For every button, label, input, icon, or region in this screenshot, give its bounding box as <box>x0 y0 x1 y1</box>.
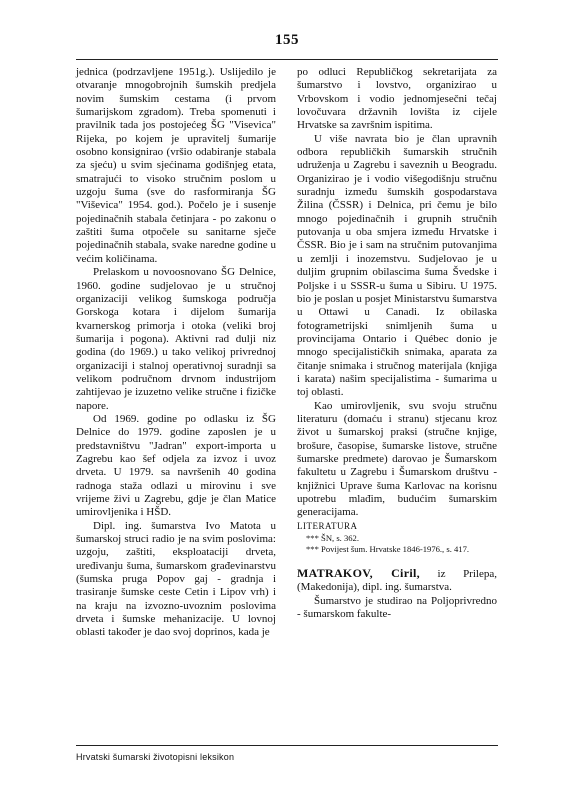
paragraph: jednica (podrzavljene 1951g.). Uslijedilo je otvaranje mnogobrojnih šumskih predjela novim šumskim cestama (i prvom šumarijskom zgradom). Treba spomenuti i pravilnik tada jos postojećeg ŠG "Visevica" Rijeka, po kojem je upravitelj šumarije osobno konsignirao (vršio odabiranje stabala za sjeću) u svim sjećinama godišnjeg etata, smatrajući to visoko stručnim poslom u uzgoju šuma (sve do rasformiranja ŠG "Viševica" 1954. god.). Počelo je i susenje pojedinačnih stabala četinjara - po zakonu o zaštiti šuma otpočele su sanitarne sječe pojedinačnih stabala, svake naredne godine u većim količinama. <box>76 66 276 265</box>
paragraph: Prelaskom u novoosnovano ŠG Delnice, 1960. godine sudjelovao je u stručnoj organizaciji velikog šumskoga područja Gorskoga kotara i dijelom šumarija kvarnerskog primorja i otoka (veliki broj šumarija i pogona). Aktivni rad dulji niz godina (do 1969.) u tako velikoj privrednoj organizaciji i stalnoj operativnoj suradnji sa velikom područnom drvnom industrijom zahtijevao je izuzetno velike stručne i fizičke napore. <box>76 266 276 412</box>
paragraph: po odluci Republičkog sekretarijata za šumarstvo i lovstvo, organizirao u Vrbovskom i vodio jednomjesečni tečaj lovočuvara državnih lovišta iz cijele Hrvatske sa završnim ispitima. <box>297 66 497 132</box>
entry-name: MATRAKOV, Ciril, <box>297 566 420 581</box>
entry-origin: iz Prilepa, (Makedonija), dipl. ing. šumarstva. <box>297 568 497 594</box>
entry-start <box>297 567 497 595</box>
header-rule <box>76 59 498 60</box>
right-column <box>297 66 497 621</box>
footer-rule <box>76 745 498 746</box>
paragraph: Kao umirovljenik, svu svoju stručnu literaturu (domaću i stranu) stjecanu kroz život u šumarskoj praksi (stručne knjige, brošure, časopise, šumarske listove, stručne šumarske predmete) darovao je Šumarskom fakultetu u Zagrebu i Šumarskom društvu - knjižnici Uprave šuma Karlovac na korisnu upotrebu mlađim, budućim šumarskim generacijama. <box>297 399 497 519</box>
literature-heading: LITERATURA <box>297 520 358 531</box>
page-number: 155 <box>275 32 299 48</box>
paragraph: Šumarstvo je studirao na Poljoprivredno - šumarskom fakulte- <box>297 594 497 621</box>
literature-item: *** ŠN, s. 362. <box>306 533 360 544</box>
paragraph: Od 1969. godine po odlasku iz ŠG Delnice do 1979. godine zaposlen je u predstavništvu "Jadran" export-importa u Zagrebu kao šef odjela za izvoz i uvoz drveta. U 1979. sa navršenih 40 godina radnoga staža odlazi u mirovinu i sve vrijeme živi u Zagrebu, gdje je član Matice umirovljenika i HŠD. <box>76 412 276 519</box>
left-column <box>76 66 276 640</box>
paragraph: Dipl. ing. šumarstva Ivo Matota u šumarskoj struci radio je na svim poslovima: uzgoju, zaštiti, eksploataciji drveta, uređivanju šuma, šumarskom građevinarstvu (šumska pruga Popov gaj - gradnja i trasiranje šumske ceste Cetin i Lipov vrh) i na kraju na izvozno-uvoznim poslovima drveta i šumske mehanizacije. U lovnoj oblasti također je dao svoj doprinos, kada je <box>76 519 276 639</box>
paragraph: U više navrata bio je član upravnih odbora republičkih šumarskih stručnih udruženja u Zagrebu i saveznih u Beogradu. Organizirao je i vodio višegodišnju stručnu suradnju između šumskih gospodarstava Žilina (ČSSR) i Delnica, pri čemu je bilo mnogo pojedinačnih i grupnih stručnih putovanja u oba smjera između Hrvatske i ČSSR. Bio je i sam na stručnim putovanjima u zemlji i inozemstvu. Sudjelovao je u duljim grupnim obilascima šuma Švedske i Poljske i u SSSR-u šuma u Sibiru. U 1975. bio je poslan u posjet Ministarstvu šumarstva u Ottawi u Canadi. Iz obilaska fotogrametrijski snimljenih šuma u provincijama Ontario i Québec donio je mnogo specijalističkih snimaka, aparata za čitanje snimaka i stručnog materijala (knjiga i karata) našim specijalistima - šumarima u toj oblasti. <box>297 132 497 399</box>
literature-item: *** Povijest šum. Hrvatske 1846-1976., s. 417. <box>306 544 470 555</box>
footer-title: Hrvatski šumarski životopisni leksikon <box>76 752 235 762</box>
